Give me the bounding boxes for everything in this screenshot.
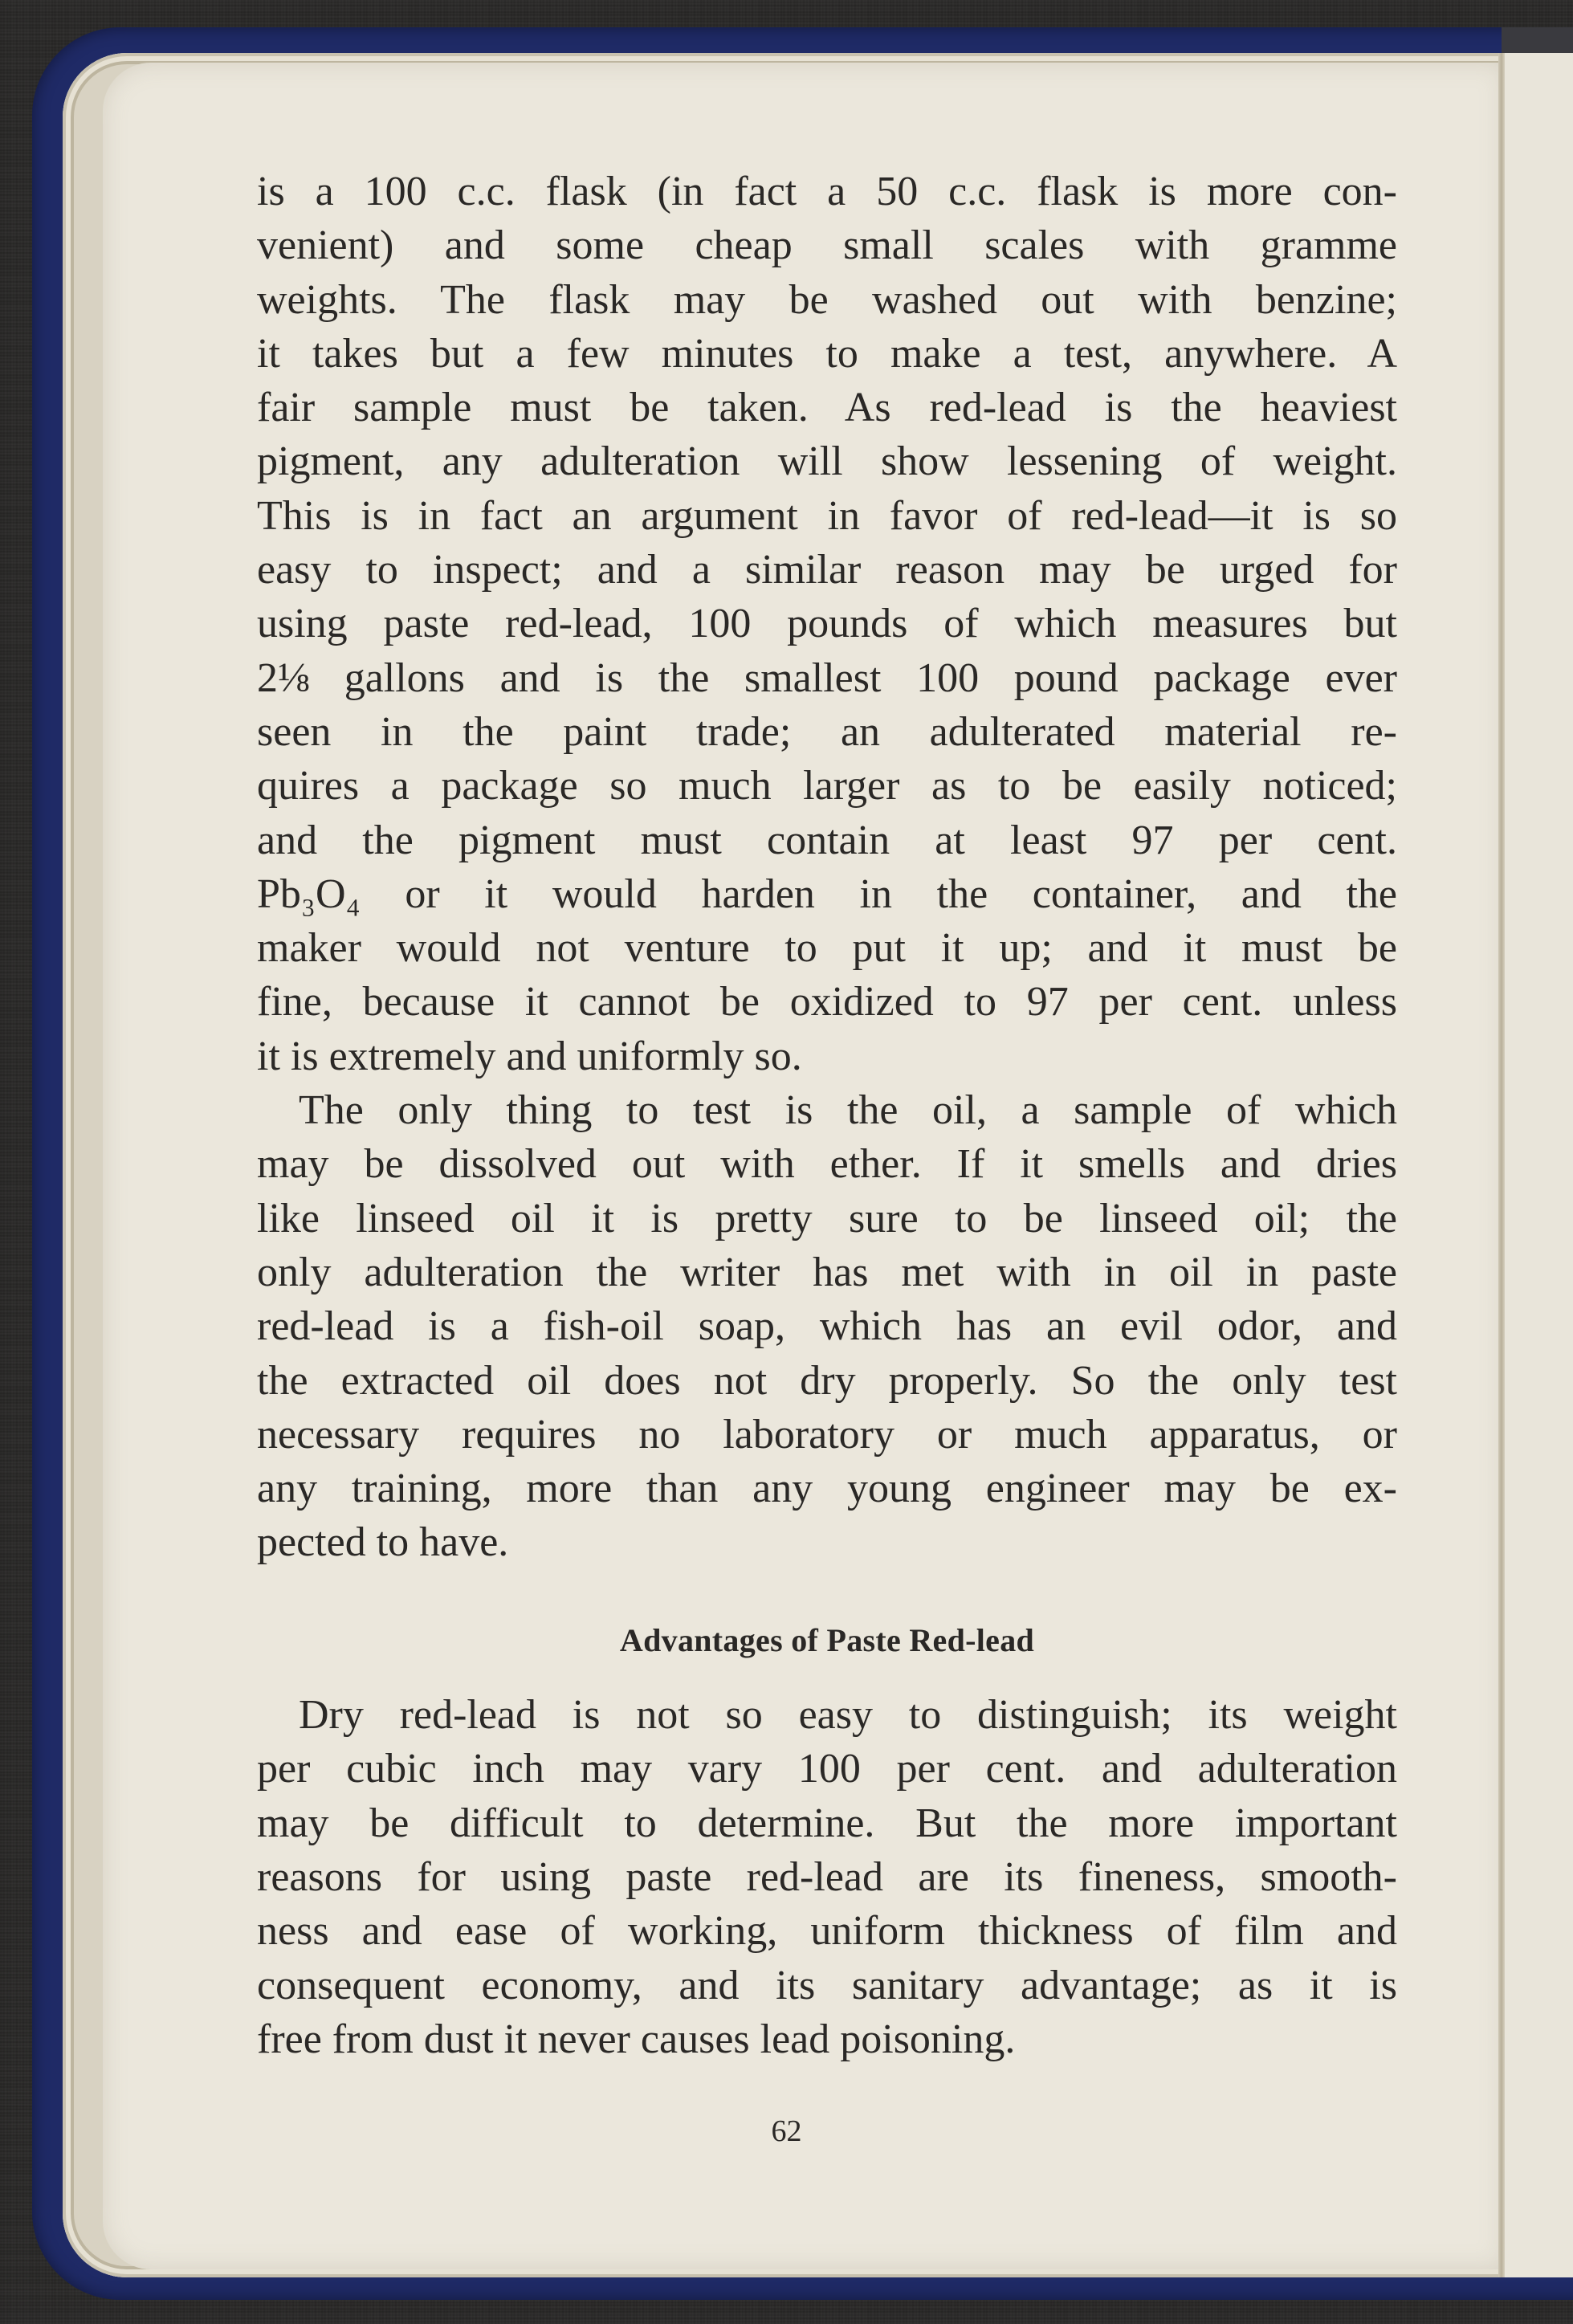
text-line: weights. The flask may be washed out with benzine; xyxy=(257,276,1397,323)
text-line: it is extremely and uniformly so. xyxy=(257,1033,802,1079)
text-line: The only thing to test is the oil, a sample of which xyxy=(299,1087,1397,1134)
spine-top-edge xyxy=(1502,27,1573,53)
section-heading: Advantages of Paste Red-lead xyxy=(619,1621,1035,1658)
text-line: pigment, any adulteration will show lessening of weight. xyxy=(257,438,1397,485)
text-line: like linseed oil it is pretty sure to be linseed oil; the xyxy=(257,1195,1397,1242)
text-line: 2⅛ gallons and is the smallest 100 pound package ever xyxy=(257,654,1397,701)
text-line: the extracted oil does not dry properly. So the only test xyxy=(257,1357,1397,1404)
paragraph-2 xyxy=(257,1083,1397,1570)
facing-page-edge xyxy=(1505,53,1573,2277)
text-line: Pb₃O₄ or it would harden in the container, and the xyxy=(257,870,1397,917)
text-line: necessary requires no laboratory or much apparatus, or xyxy=(257,1411,1397,1458)
text-line: maker would not venture to put it up; and it must be xyxy=(257,925,1397,972)
text-line: reasons for using paste red-lead are its fineness, smooth- xyxy=(257,1853,1397,1900)
text-line: free from dust it never causes lead poisoning. xyxy=(257,2016,1016,2062)
text-line: and the pigment must contain at least 97 per cent. xyxy=(257,817,1397,863)
text-line: pected to have. xyxy=(257,1519,509,1566)
text-line: it takes but a few minutes to make a test, anywhere. A xyxy=(257,330,1397,377)
text-line: Dry red-lead is not so easy to distinguish; its weight xyxy=(299,1692,1397,1739)
text-line: may be dissolved out with ether. If it smells and dries xyxy=(257,1141,1397,1188)
text-line: any training, more than any young engineer may be ex- xyxy=(257,1466,1397,1512)
paragraph-1 xyxy=(257,165,1397,1083)
text-line: is a 100 c.c. flask (in fact a 50 c.c. flask is more con- xyxy=(257,169,1397,214)
paragraph-3 xyxy=(257,1688,1397,2066)
text-line: quires a package so much larger as to be easily noticed; xyxy=(257,763,1397,809)
page-number: 62 xyxy=(771,2114,802,2148)
text-line: consequent economy, and its sanitary advantage; as it is xyxy=(257,1962,1397,2008)
text-line: venient) and some cheap small scales with gramme xyxy=(257,222,1397,269)
text-line: using paste red-lead, 100 pounds of which measures but xyxy=(257,601,1397,647)
text-line: per cubic inch may vary 100 per cent. and adulteration xyxy=(257,1746,1397,1792)
text-line: only adulteration the writer has met with in oil in paste xyxy=(257,1249,1397,1295)
text-line: easy to inspect; and a similar reason may be urged for xyxy=(257,547,1397,593)
text-line: fair sample must be taken. As red-lead is the heaviest xyxy=(257,385,1397,431)
text-line: may be difficult to determine. But the more important xyxy=(257,1800,1397,1846)
book-gutter xyxy=(1498,53,1505,2277)
text-line: fine, because it cannot be oxidized to 97 per cent. unless xyxy=(257,979,1397,1025)
page-body-text xyxy=(257,165,1397,2066)
text-line: seen in the paint trade; an adulterated material re- xyxy=(257,708,1397,755)
text-line: ness and ease of working, uniform thickness of film and xyxy=(257,1908,1397,1955)
text-line: red-lead is a fish-oil soap, which has an evil odor, and xyxy=(257,1303,1397,1350)
text-line: This is in fact an argument in favor of red-lead—it is so xyxy=(257,492,1397,539)
